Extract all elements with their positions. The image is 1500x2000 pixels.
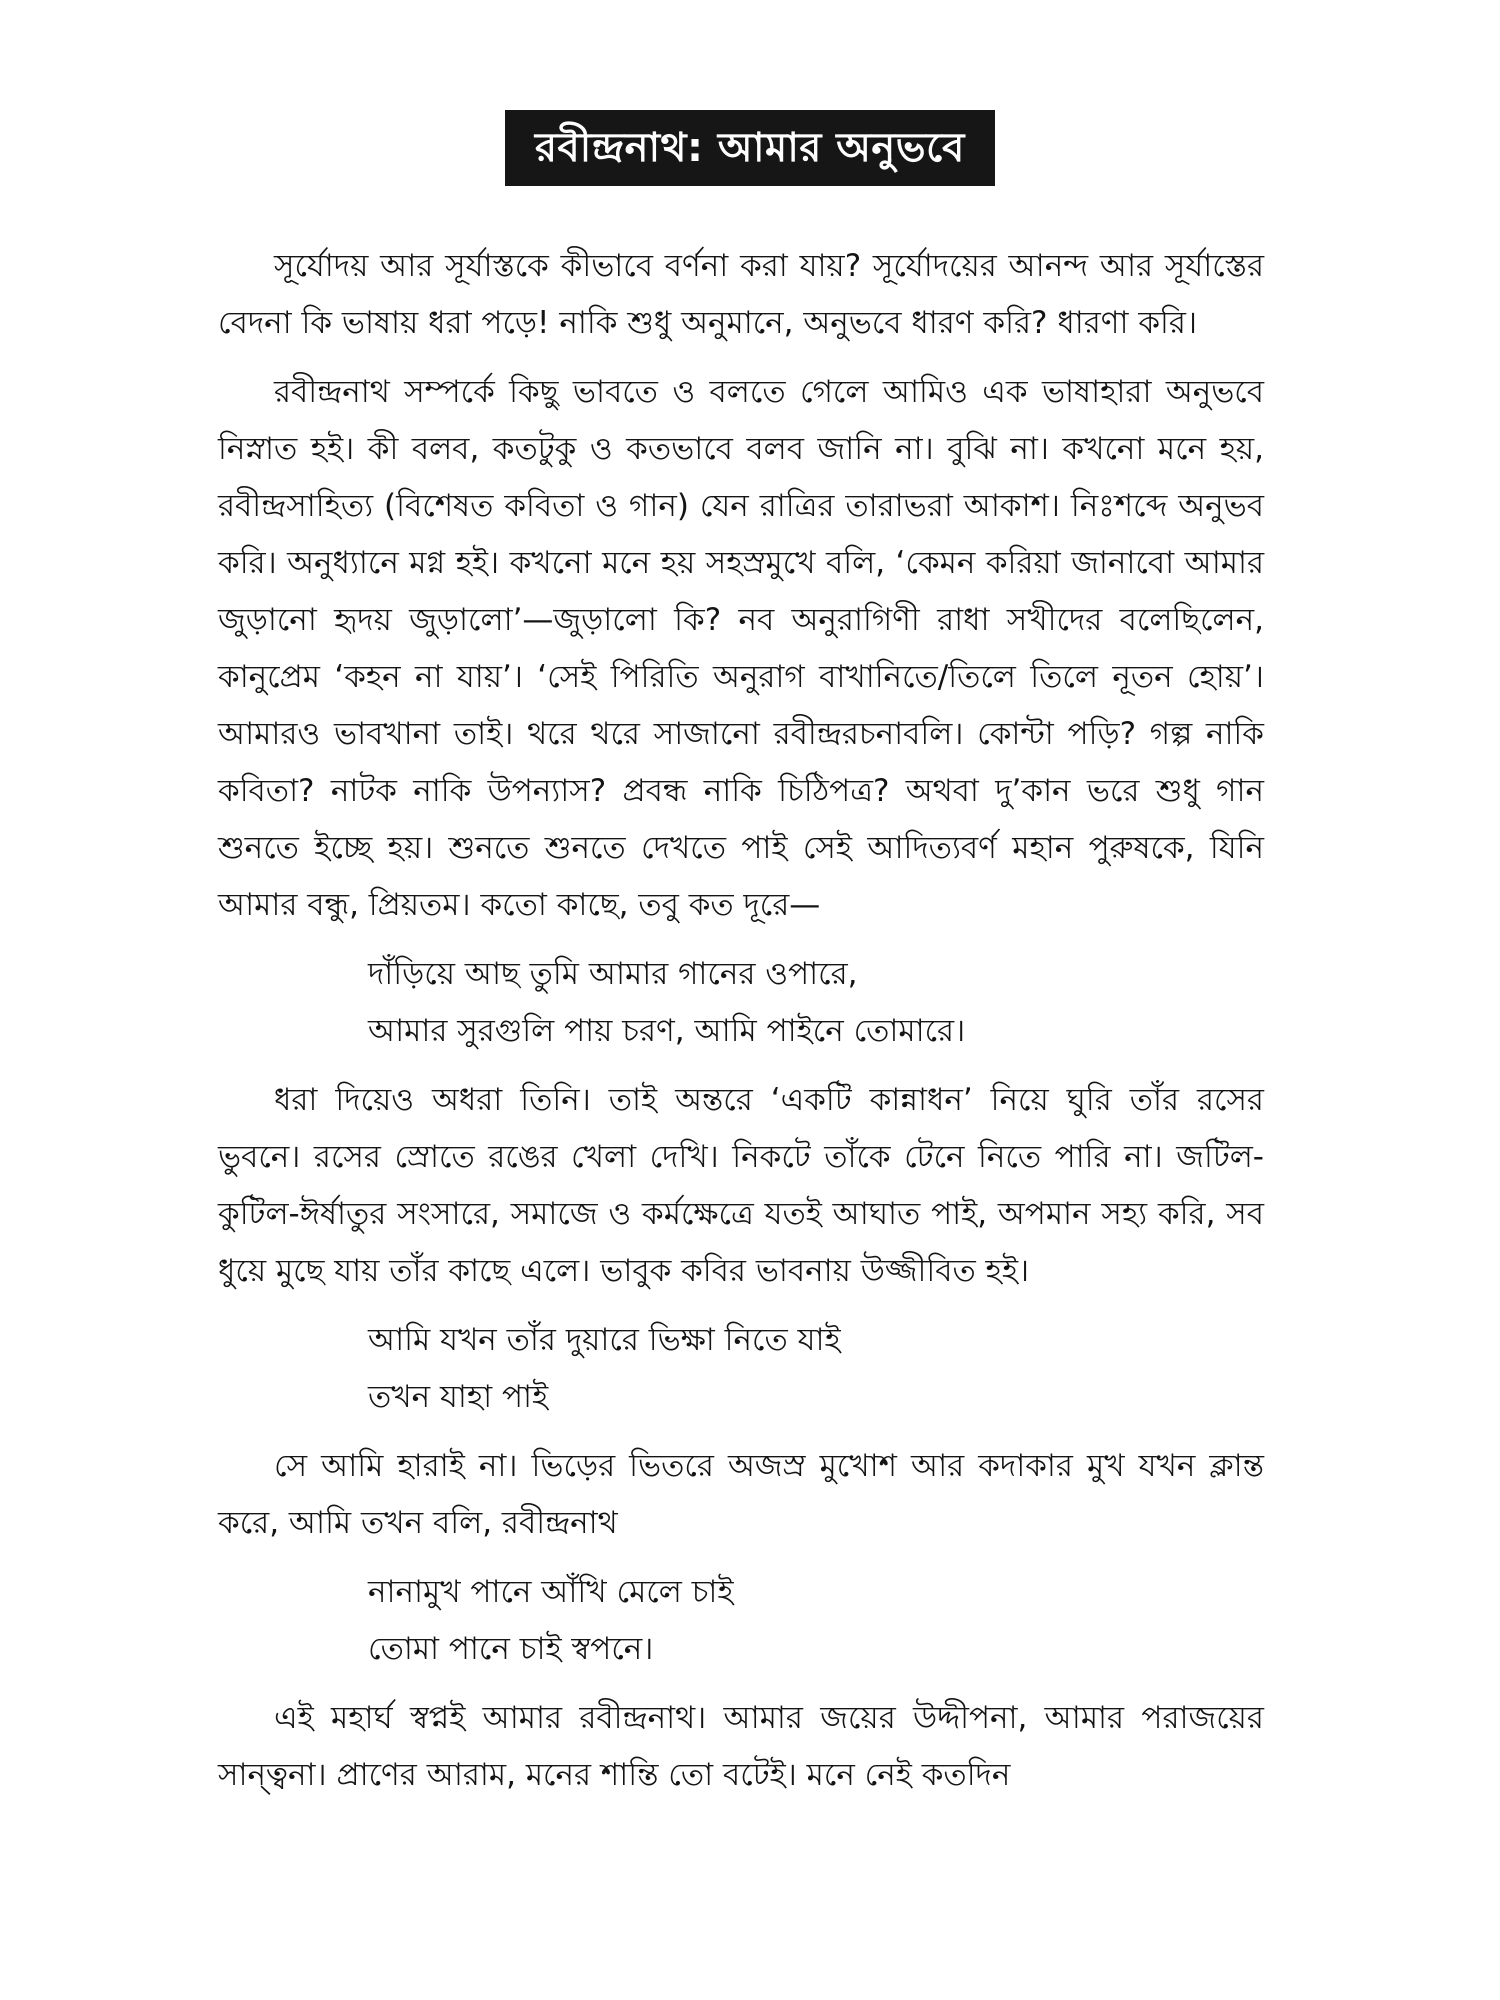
verse-1-line-1: দাঁড়িয়ে আছ তুমি আমার গানের ওপারে, bbox=[368, 956, 858, 992]
verse-2-line-1: আমি যখন তাঁর দুয়ারে ভিক্ষা নিতে যাই bbox=[368, 1322, 841, 1358]
verse-3 bbox=[368, 1564, 1264, 1678]
paragraph-4: সে আমি হারাই না। ভিড়ের ভিতরে অজস্র মুখোশ আর কদাকার মুখ যখন ক্লান্ত করে, আমি তখন বলি, রবীন্দ্রনাথ bbox=[218, 1448, 1264, 1541]
article-body bbox=[218, 238, 1264, 1804]
paragraph-2: রবীন্দ্রনাথ সম্পর্কে কিছু ভাবতে ও বলতে গেলে আমিও এক ভাষাহারা অনুভবে নিস্নাত হই। কী বলব, কতটুকু ও কতভাবে বলব জানি না। বুঝি না। কখনো মনে হয়, রবীন্দ্রসাহিত্য (বিশেষত কবিতা ও গান) যেন রাত্রির তারাভরা আকাশ। নিঃশব্দে অনুভব করি। অনুধ্যানে মগ্ন হই। কখনো মনে হয় সহস্রমুখে বলি, ‘কেমন করিয়া জানাবো আমার জুড়ানো হৃদয় জুড়ালো’—জুড়ালো কি? নব অনুরাগিণী রাধা সখীদের বলেছিলেন, কানুপ্রেম ‘কহন না যায়’। ‘সেই পিরিতি অনুরাগ বাখানিতে/তিলে তিলে নূতন হোয়’। আমারও ভাবখানা তাই। থরে থরে সাজানো রবীন্দ্ররচনাবলি। কোন্টা পড়ি? গল্প নাকি কবিতা? নাটক নাকি উপন্যাস? প্রবন্ধ নাকি চিঠিপত্র? অথবা দু’কান ভরে শুধু গান শুনতে ইচ্ছে হয়। শুনতে শুনতে দেখতে পাই সেই আদিত্যবর্ণ মহান পুরুষকে, যিনি আমার বন্ধু, প্রিয়তম। কতো কাছে, তবু কত দূরে— bbox=[218, 374, 1264, 923]
verse-1-line-2: আমার সুরগুলি পায় চরণ, আমি পাইনে তোমারে। bbox=[368, 1013, 966, 1049]
verse-3-line-1: নানামুখ পানে আঁখি মেলে চাই bbox=[368, 1574, 734, 1610]
title-block bbox=[0, 110, 1500, 186]
verse-2 bbox=[368, 1312, 1264, 1426]
paragraph-3: ধরা দিয়েও অধরা তিনি। তাই অন্তরে ‘একটি কান্নাধন’ নিয়ে ঘুরি তাঁর রসের ভুবনে। রসের স্রোতে রঙের খেলা দেখি। নিকটে তাঁকে টেনে নিতে পারি না। জটিল-কুটিল-ঈর্ষাতুর সংসারে, সমাজে ও কর্মক্ষেত্রে যতই আঘাত পাই, অপমান সহ্য করি, সব ধুয়ে মুছে যায় তাঁর কাছে এলে। ভাবুক কবির ভাবনায় উজ্জীবিত হই। bbox=[218, 1082, 1264, 1289]
page-title: রবীন্দ্রনাথ: আমার অনুভবে bbox=[505, 110, 995, 186]
verse-2-line-2: তখন যাহা পাই bbox=[368, 1379, 549, 1415]
paragraph-5: এই মহার্ঘ স্বপ্নই আমার রবীন্দ্রনাথ। আমার জয়ের উদ্দীপনা, আমার পরাজয়ের সান্ত্বনা। প্রাণের আরাম, মনের শান্তি তো বটেই। মনে নেই কতদিন bbox=[218, 1700, 1264, 1793]
paragraph-1: সূর্যোদয় আর সূর্যাস্তকে কীভাবে বর্ণনা করা যায়? সূর্যোদয়ের আনন্দ আর সূর্যাস্তের বেদনা কি ভাষায় ধরা পড়ে! নাকি শুধু অনুমানে, অনুভবে ধারণ করি? ধারণা করি। bbox=[218, 248, 1264, 341]
verse-1 bbox=[368, 946, 1264, 1060]
verse-3-line-2: তোমা পানে চাই স্বপনে। bbox=[368, 1631, 654, 1667]
